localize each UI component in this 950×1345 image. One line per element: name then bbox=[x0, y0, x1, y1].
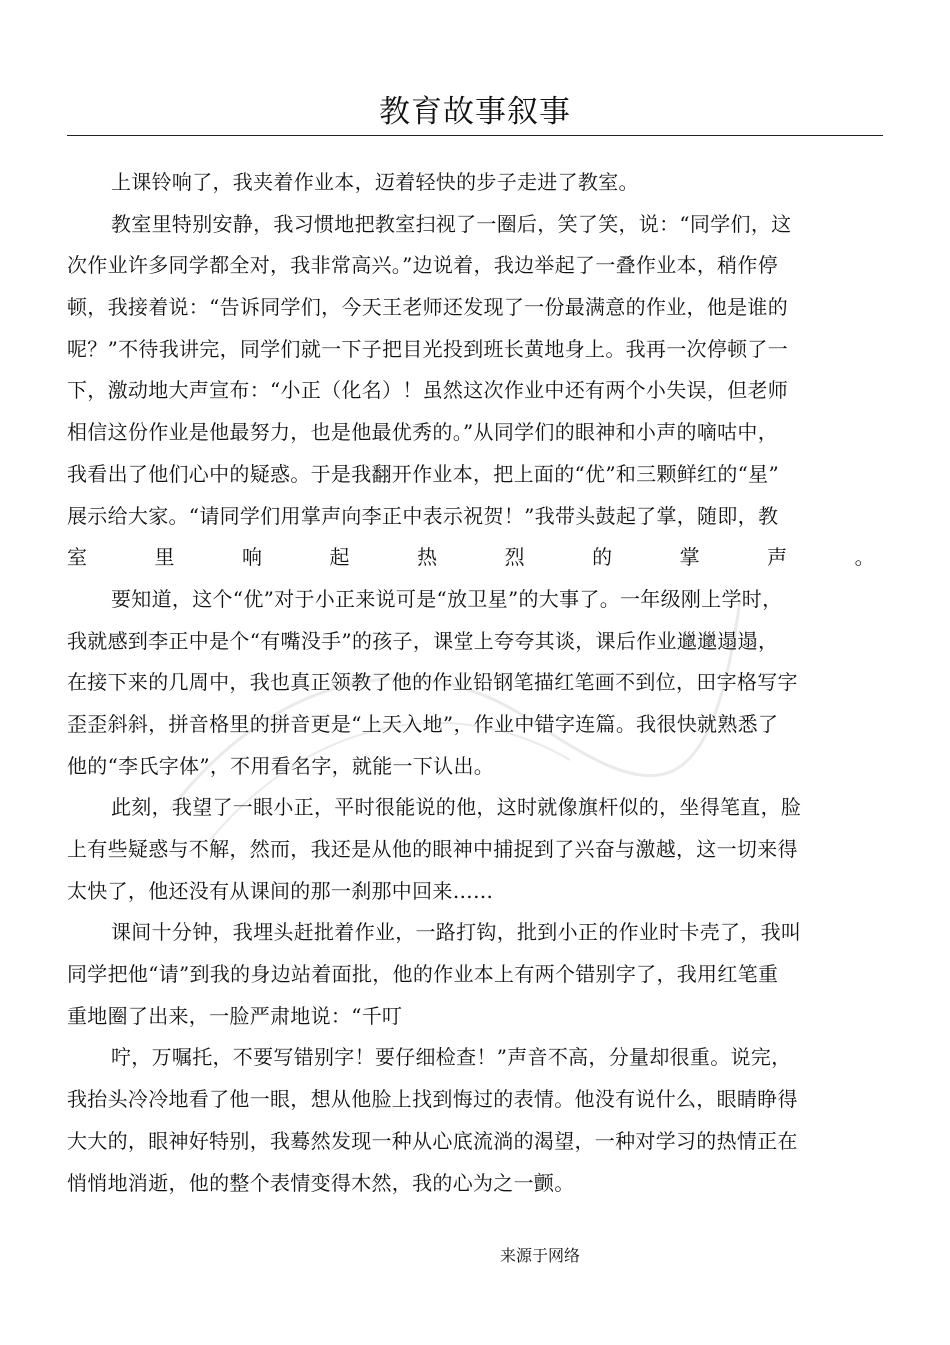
paragraph-line: 我抬头冷冷地看了他一眼，想从他脸上找到悔过的表情。他没有说什么，眼睛睁得 bbox=[67, 1087, 798, 1112]
paragraph-line: 他的“李氏字体”，不用看名字，就能一下认出。 bbox=[67, 753, 495, 778]
spread-char: 室 bbox=[67, 545, 88, 570]
spread-char: 的 bbox=[592, 545, 613, 570]
spread-char: 起 bbox=[329, 545, 350, 570]
paragraph-line: 此刻，我望了一眼小正，平时很能说的他，这时就像旗杆似的，坐得笔直，脸 bbox=[111, 795, 802, 820]
paragraph-line: 次作业许多同学都全对，我非常高兴。”边说着，我边举起了一叠作业本，稍作停 bbox=[67, 253, 779, 278]
spread-char: 里 bbox=[154, 545, 175, 570]
paragraph-line: 顿，我接着说：“告诉同学们，今天王老师还发现了一份最满意的作业，他是谁的 bbox=[67, 295, 789, 320]
spread-char: 掌 bbox=[679, 545, 700, 570]
spread-char: 响 bbox=[242, 545, 263, 570]
spread-char: 声 bbox=[767, 545, 788, 570]
paragraph-line: 展示给大家。“请同学们用掌声向李正中表示祝贺！”我带头鼓起了掌，随即，教 bbox=[67, 503, 779, 528]
paragraph-line: 下，激动地大声宣布：“小正（化名）！虽然这次作业中还有两个小失误，但老师 bbox=[67, 378, 789, 403]
paragraph-line: 呢？”不待我讲完，同学们就一下子把目光投到班长黄地身上。我再一次停顿了一 bbox=[67, 336, 789, 361]
spread-char: 。 bbox=[854, 545, 875, 570]
spread-line bbox=[67, 537, 875, 579]
paragraph-line: 我看出了他们心中的疑惑。于是我翻开作业本，把上面的“优”和三颗鲜红的“星” bbox=[67, 461, 779, 486]
paragraph-line: 太快了，他还没有从课间的那一刹那中回来…… bbox=[67, 878, 494, 903]
paragraph-line: 重地圈了出来，一脸严肃地说：“千叮 bbox=[67, 1003, 403, 1028]
paragraph-line: 悄悄地消逝，他的整个表情变得木然，我的心为之一颤。 bbox=[67, 1170, 575, 1195]
paragraph-line: 上有些疑惑与不解，然而，我还是从他的眼神中捕捉到了兴奋与激越，这一切来得 bbox=[67, 837, 798, 861]
spread-char: 热 bbox=[417, 545, 438, 570]
paragraph-line: 歪歪斜斜，拼音格里的拼音更是“上天入地”，作业中错字连篇。我很快就熟悉了 bbox=[67, 711, 779, 736]
paragraph-line: 课间十分钟，我埋头赶批着作业，一路打钩，批到小正的作业时卡壳了，我叫 bbox=[111, 920, 802, 945]
spread-char: 烈 bbox=[504, 545, 525, 570]
title-underline bbox=[67, 135, 883, 136]
footer-source: 来源于网络 bbox=[500, 1246, 581, 1265]
paragraph-line: 在接下来的几周中，我也真正领教了他的作业铅钢笔描红笔画不到位，田字格写字 bbox=[67, 670, 798, 695]
paragraph-line: 上课铃响了，我夹着作业本，迈着轻快的步子走进了教室。 bbox=[111, 170, 639, 194]
paragraph-line: 我就感到李正中是个“有嘴没手”的孩子，课堂上夸夸其谈，课后作业邋邋遢遢， bbox=[67, 628, 779, 653]
paragraph-line: 相信这份作业是他最努力，也是他最优秀的。”从同学们的眼神和小声的嘀咕中， bbox=[67, 420, 779, 445]
paragraph-line: 要知道，这个“优”对于小正来说可是“放卫星”的大事了。一年级刚上学时， bbox=[111, 586, 783, 611]
paragraph-line: 教室里特别安静，我习惯地把教室扫视了一圈后，笑了笑，说：“同学们，这 bbox=[111, 211, 792, 236]
page-title: 教育故事叙事 bbox=[379, 94, 571, 130]
paragraph-line: 咛，万嘱托，不要写错别字！要仔细检查！”声音不高，分量却很重。说完， bbox=[111, 1045, 792, 1070]
paragraph-line: 大大的，眼神好特别，我蓦然发现一种从心底流淌的渴望，一种对学习的热情正在 bbox=[67, 1128, 798, 1153]
story-body bbox=[67, 162, 883, 1204]
paragraph-line: 同学把他“请”到我的身边站着面批，他的作业本上有两个错别字了，我用红笔重 bbox=[67, 962, 779, 987]
